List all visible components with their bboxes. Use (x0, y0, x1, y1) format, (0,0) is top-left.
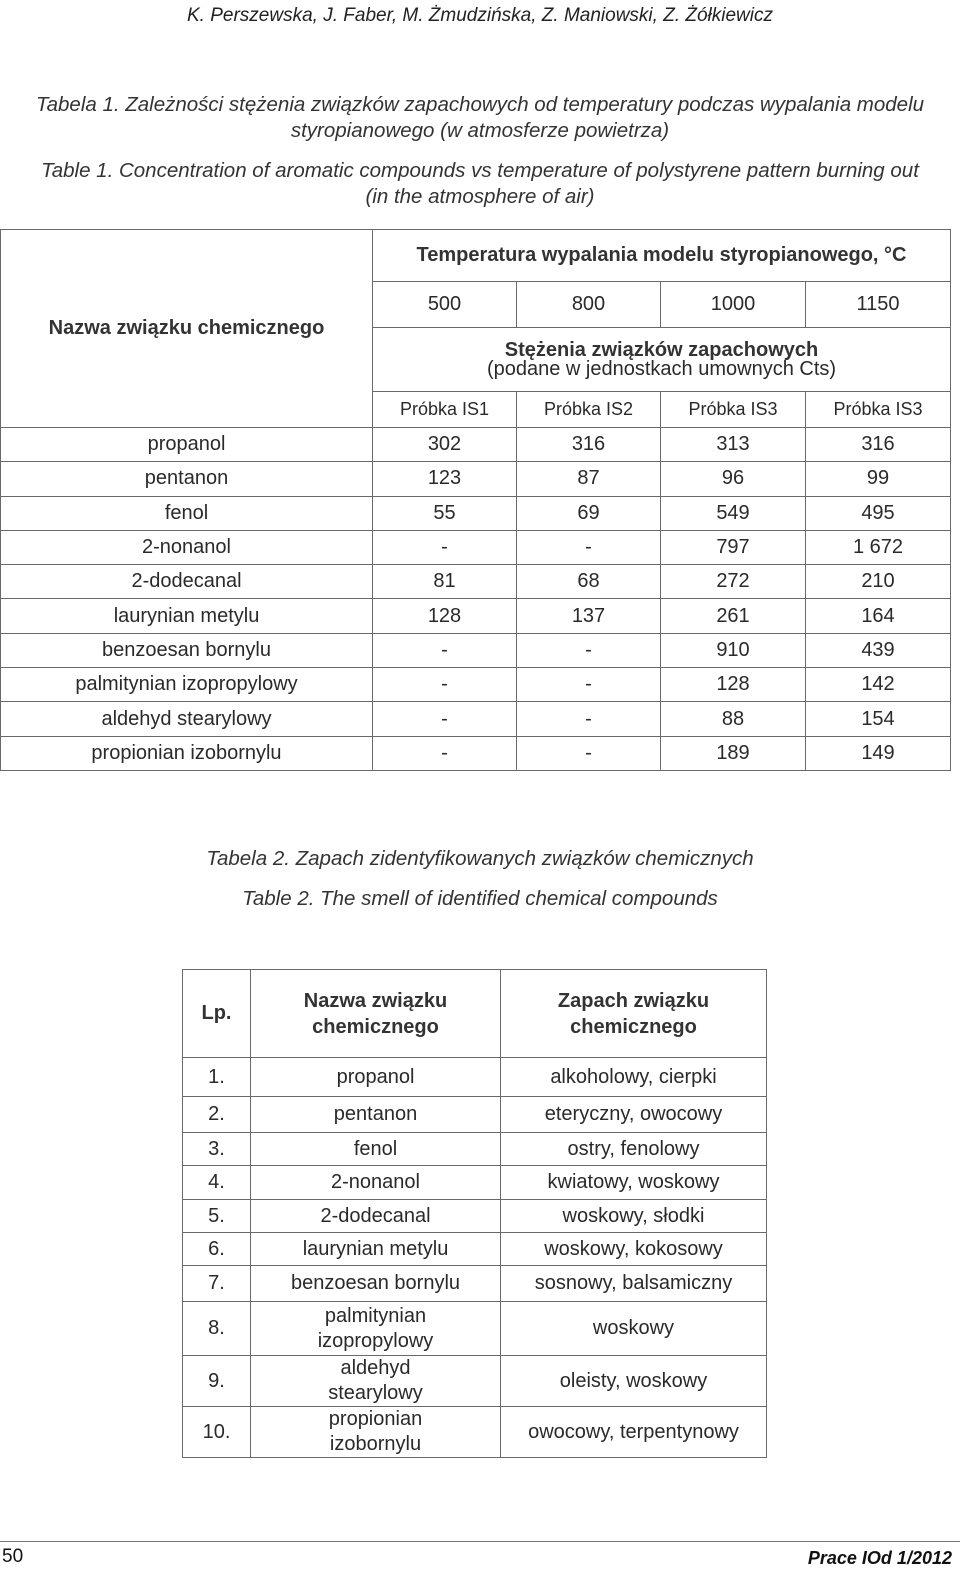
compound-name-cell: palmitynian izopropylowy (1, 668, 373, 702)
concentration-cell: - (373, 702, 517, 736)
table1-row (1, 428, 951, 462)
table1-body (1, 428, 951, 771)
concentration-cell: 302 (373, 428, 517, 462)
table2-smell-header: Zapach związku chemicznego (501, 970, 767, 1058)
concentration-cell: 164 (806, 599, 951, 633)
compound-name-cell: benzoesan bornylu (251, 1266, 501, 1302)
lp-cell: 7. (183, 1266, 251, 1302)
concentration-cell: 99 (806, 462, 951, 496)
compound-name-cell: propanol (251, 1058, 501, 1097)
table2-row (183, 1302, 767, 1356)
concentration-cell: 123 (373, 462, 517, 496)
concentration-cell: 910 (661, 633, 806, 667)
sample-cell: Próbka IS3 (661, 392, 806, 428)
concentration-cell: 149 (806, 736, 951, 770)
compound-name-cell: pentanon (251, 1097, 501, 1133)
concentration-cell: 128 (373, 599, 517, 633)
concentration-cell: 313 (661, 428, 806, 462)
lp-cell: 4. (183, 1166, 251, 1200)
sample-cell: Próbka IS1 (373, 392, 517, 428)
smell-cell: ostry, fenolowy (501, 1133, 767, 1166)
concentration-cell: 316 (806, 428, 951, 462)
compound-name-cell: aldehyd stearylowy (251, 1356, 501, 1407)
smell-cell: woskowy, słodki (501, 1200, 767, 1233)
temperature-cell: 500 (373, 282, 517, 328)
table2-row (183, 1407, 767, 1458)
table2-row (183, 1097, 767, 1133)
lp-cell: 3. (183, 1133, 251, 1166)
table2-row (183, 1266, 767, 1302)
compound-name-cell: propanol (1, 428, 373, 462)
table2-lp-header: Lp. (183, 970, 251, 1058)
table2-row (183, 1200, 767, 1233)
compound-name-cell: propionian izobornylu (1, 736, 373, 770)
smell-cell: alkoholowy, cierpki (501, 1058, 767, 1097)
compound-name-cell: 2-nonanol (1, 530, 373, 564)
concentration-cell: 1 672 (806, 530, 951, 564)
table2-body (183, 1058, 767, 1458)
table1-row (1, 565, 951, 599)
compound-name-cell: 2-dodecanal (251, 1200, 501, 1233)
concentration-cell: 495 (806, 496, 951, 530)
compound-name-cell: aldehyd stearylowy (1, 702, 373, 736)
concentration-cell: - (517, 633, 661, 667)
temperature-cell: 1000 (661, 282, 806, 328)
concentration-cell: 87 (517, 462, 661, 496)
compound-name-cell: laurynian metylu (1, 599, 373, 633)
table1-row (1, 633, 951, 667)
concentration-cell: 69 (517, 496, 661, 530)
table1-temp-header: Temperatura wypalania modelu styropianowego, °C (373, 230, 951, 282)
concentration-cell: - (373, 530, 517, 564)
table1-row (1, 736, 951, 770)
concentration-cell: 272 (661, 565, 806, 599)
lp-cell: 8. (183, 1302, 251, 1356)
lp-cell: 5. (183, 1200, 251, 1233)
compound-name-cell: 2-nonanol (251, 1166, 501, 1200)
temperature-cell: 800 (517, 282, 661, 328)
page-number: 50 (2, 1546, 24, 1567)
concentration-cell: - (373, 633, 517, 667)
lp-cell: 2. (183, 1097, 251, 1133)
concentration-cell: 96 (661, 462, 806, 496)
compound-name-cell: palmitynian izopropylowy (251, 1302, 501, 1356)
concentration-cell: 797 (661, 530, 806, 564)
smell-cell: oleisty, woskowy (501, 1356, 767, 1407)
compound-name-cell: propionian izobornylu (251, 1407, 501, 1458)
concentration-cell: 549 (661, 496, 806, 530)
smell-cell: kwiatowy, woskowy (501, 1166, 767, 1200)
concentration-cell: 189 (661, 736, 806, 770)
smell-cell: woskowy, kokosowy (501, 1233, 767, 1266)
concentration-cell: - (373, 668, 517, 702)
smell-cell: woskowy (501, 1302, 767, 1356)
journal-name: Prace IOd 1/2012 (807, 1548, 952, 1568)
concentration-cell: - (517, 530, 661, 564)
table2-caption-pl: Tabela 2. Zapach zidentyfikowanych związków chemicznych (206, 847, 754, 870)
table1 (0, 229, 951, 771)
lp-cell: 6. (183, 1233, 251, 1266)
compound-name-cell: benzoesan bornylu (1, 633, 373, 667)
compound-name-cell: pentanon (1, 462, 373, 496)
sample-cell: Próbka IS2 (517, 392, 661, 428)
lp-cell: 1. (183, 1058, 251, 1097)
table2 (182, 969, 767, 1458)
table1-row (1, 668, 951, 702)
table2-row (183, 1356, 767, 1407)
concentration-cell: - (517, 668, 661, 702)
concentration-cell: 439 (806, 633, 951, 667)
concentration-cell: - (517, 702, 661, 736)
concentration-cell: 128 (661, 668, 806, 702)
table2-row (183, 1058, 767, 1097)
concentration-cell: 142 (806, 668, 951, 702)
lp-cell: 10. (183, 1407, 251, 1458)
concentration-cell: 316 (517, 428, 661, 462)
table1-row (1, 496, 951, 530)
table2-row (183, 1166, 767, 1200)
concentration-cell: - (517, 736, 661, 770)
temperature-cell: 1150 (806, 282, 951, 328)
table1-caption-pl: Tabela 1. Zależności stężenia związków zapachowych od temperatury podczas wypalania modelu styropianowego (w atmosferze powietrza) (35, 93, 925, 142)
compound-name-cell: 2-dodecanal (1, 565, 373, 599)
concentration-cell: 81 (373, 565, 517, 599)
table1-name-header: Nazwa związku chemicznego (1, 230, 373, 428)
table1-row (1, 530, 951, 564)
table1-row (1, 702, 951, 736)
lp-cell: 9. (183, 1356, 251, 1407)
table2-row (183, 1233, 767, 1266)
compound-name-cell: laurynian metylu (251, 1233, 501, 1266)
compound-name-cell: fenol (251, 1133, 501, 1166)
table2-row (183, 1133, 767, 1166)
smell-cell: owocowy, terpentynowy (501, 1407, 767, 1458)
table2-header-row (183, 970, 767, 1058)
smell-cell: eteryczny, owocowy (501, 1097, 767, 1133)
smell-cell: sosnowy, balsamiczny (501, 1266, 767, 1302)
compound-name-cell: fenol (1, 496, 373, 530)
table2-caption-en: Table 2. The smell of identified chemical compounds (242, 887, 718, 910)
table1-row (1, 599, 951, 633)
concentration-cell: 261 (661, 599, 806, 633)
concentration-cell: 55 (373, 496, 517, 530)
table1-caption-en: Table 1. Concentration of aromatic compounds vs temperature of polystyrene pattern burning out (in the atmosphere of air) (41, 159, 919, 208)
concentration-cell: 154 (806, 702, 951, 736)
concentration-cell: 210 (806, 565, 951, 599)
table1-concentration-header: Stężenia związków zapachowych (podane w jednostkach umownych Cts) (373, 328, 951, 392)
concentration-cell: 68 (517, 565, 661, 599)
concentration-cell: 137 (517, 599, 661, 633)
sample-cell: Próbka IS3 (806, 392, 951, 428)
table2-name-header: Nazwa związku chemicznego (251, 970, 501, 1058)
running-header: K. Perszewska, J. Faber, M. Żmudzińska, Z. Maniowski, Z. Żółkiewicz (187, 5, 773, 26)
concentration-cell: 88 (661, 702, 806, 736)
concentration-cell: - (373, 736, 517, 770)
table1-row (1, 462, 951, 496)
footer-divider (0, 1541, 960, 1542)
